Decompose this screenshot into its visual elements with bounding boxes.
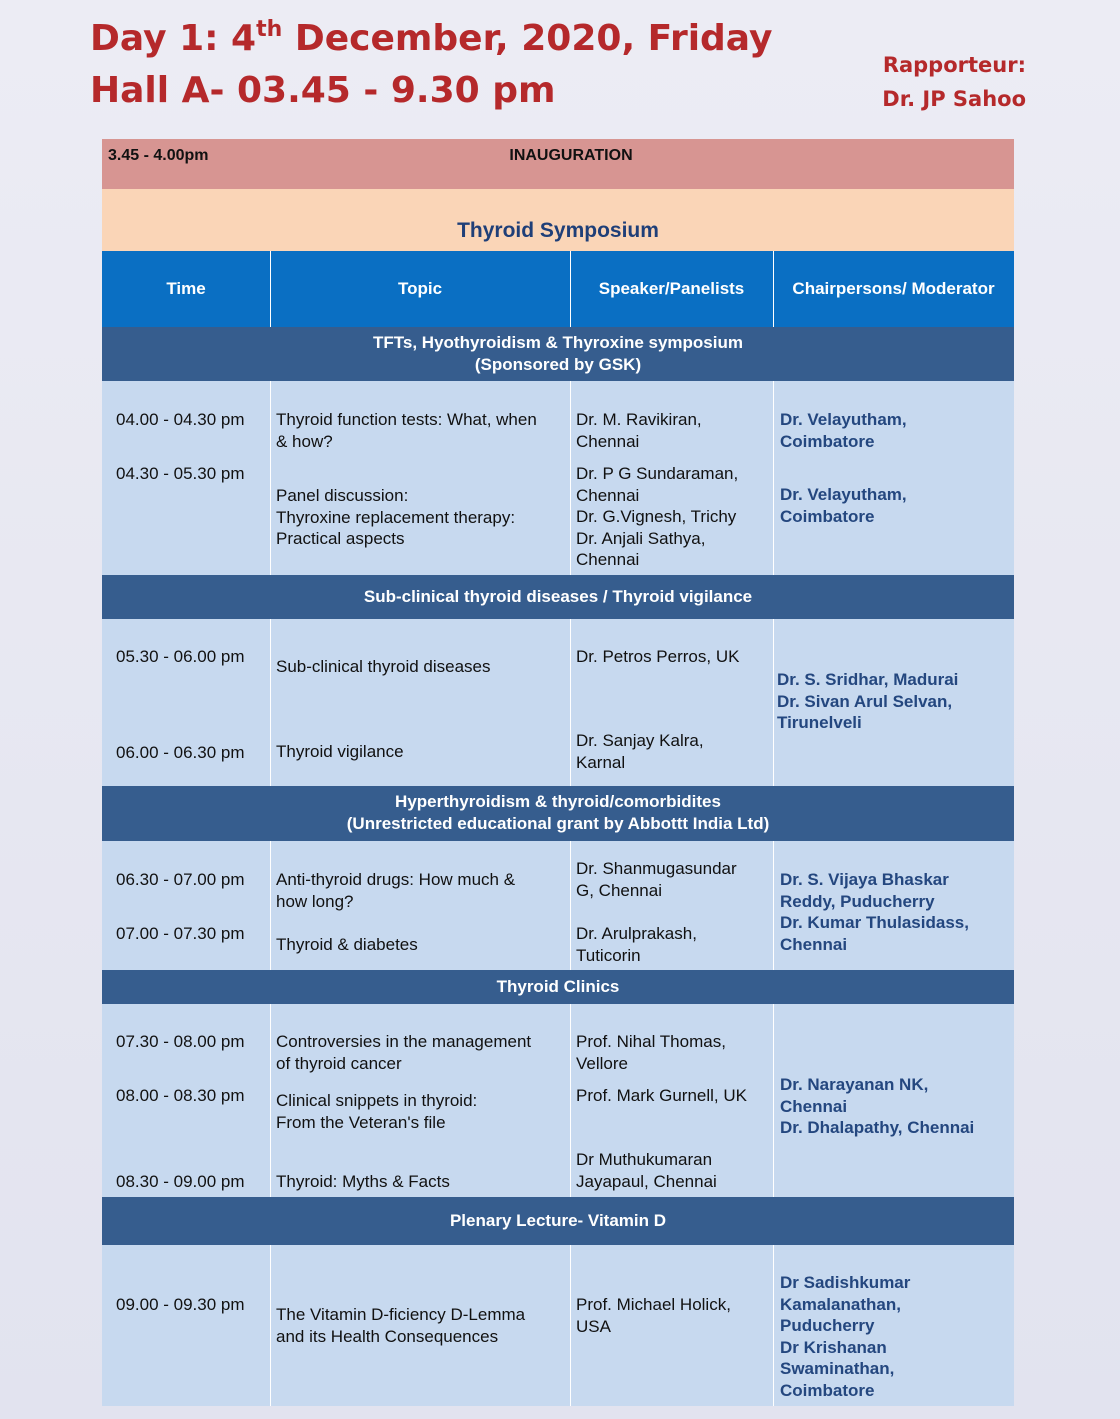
column-divider <box>773 1245 774 1406</box>
session-topic <box>276 869 515 912</box>
text-line: Dr. Sivan Arul Selvan, <box>777 691 953 711</box>
text-line: Dr. Anjali Sathya, <box>576 528 706 548</box>
text-line: Dr. P G Sundaraman, <box>576 464 739 483</box>
column-header-chair: Chairpersons/ Moderator <box>792 279 995 298</box>
session-topic <box>276 1031 531 1074</box>
column-header-topic: Topic <box>397 279 443 298</box>
text-line: how long? <box>276 891 354 911</box>
text-line: Tirunelveli <box>777 713 862 732</box>
section-title <box>102 786 1014 835</box>
session-topic <box>276 1090 477 1133</box>
text-line: Chennai <box>780 1096 848 1116</box>
session-speaker <box>576 1085 747 1107</box>
column-divider <box>570 619 571 786</box>
text-line: Clinical snippets in thyroid: <box>276 1091 478 1110</box>
text-line: Dr. Petros Perros, UK <box>576 647 740 666</box>
text-line: Tuticorin <box>576 945 641 965</box>
session-time: 06.30 - 07.00 pm <box>116 870 245 889</box>
symposium-banner <box>102 189 1014 251</box>
session-topic <box>276 1304 525 1347</box>
text-line: G, Chennai <box>576 880 662 900</box>
text-line: USA <box>576 1316 611 1336</box>
column-divider <box>570 1004 571 1197</box>
inauguration-row <box>102 139 1014 189</box>
column-divider <box>270 381 271 575</box>
section-title <box>102 1197 1014 1232</box>
column-divider <box>270 619 271 786</box>
column-divider <box>773 1004 774 1197</box>
text-line: Chennai <box>576 485 640 505</box>
session-speaker <box>576 1031 726 1074</box>
text-line: of thyroid cancer <box>276 1053 402 1073</box>
text-line: Anti-thyroid drugs: How much & <box>276 870 516 889</box>
text-line: Dr. Dhalapathy, Chennai <box>780 1118 975 1137</box>
text-line: Dr. S. Sridhar, Madurai <box>777 670 959 689</box>
inauguration-title: INAUGURATION <box>509 147 633 164</box>
text-line: Swaminathan, <box>780 1359 895 1378</box>
session-time: 08.00 - 08.30 pm <box>116 1086 245 1105</box>
section-title <box>102 327 1014 376</box>
text-line: Kamalanathan, <box>780 1294 901 1314</box>
text-line: & how? <box>276 431 333 451</box>
text-line: Thyroid function tests: What, when <box>276 410 537 429</box>
column-header-time: Time <box>166 279 206 298</box>
column-header-row <box>102 251 1014 327</box>
session-topic <box>276 485 515 550</box>
text-line: Coimbatore <box>780 506 875 526</box>
rapporteur-name: Dr. JP Sahoo <box>882 87 1026 111</box>
column-divider <box>570 841 571 970</box>
section-header <box>102 786 1014 841</box>
text-line: Dr Muthukumaran <box>576 1150 713 1169</box>
text-line: Puducherry <box>780 1316 875 1335</box>
text-line: Dr. Velayutham, <box>780 485 907 504</box>
session-time: 04.30 - 05.30 pm <box>116 464 245 483</box>
hall-title: Hall A- 03.45 - 9.30 pm <box>90 70 556 111</box>
text-line: Dr. M. Ravikiran, <box>576 410 702 429</box>
text-line: Dr. Arulprakash, <box>576 924 697 943</box>
text-line: Dr Sadishkumar <box>780 1273 911 1292</box>
column-divider <box>570 1245 571 1406</box>
column-divider <box>270 251 271 327</box>
text-line: Prof. Nihal Thomas, <box>576 1032 726 1051</box>
chairperson-list <box>780 1074 974 1139</box>
column-divider <box>270 1245 271 1406</box>
text-line: Dr. G.Vignesh, Trichy <box>576 507 737 526</box>
text-line: (Unrestricted educational grant by Abbottt India Ltd) <box>346 814 770 833</box>
session-speaker <box>576 923 697 966</box>
day-title: Day 1: 4th December, 2020, Friday <box>90 17 773 59</box>
symposium-title: Thyroid Symposium <box>457 219 659 242</box>
session-time: 07.30 - 08.00 pm <box>116 1032 245 1051</box>
text-line: Plenary Lecture- Vitamin D <box>449 1211 667 1230</box>
text-line: Dr Krishanan <box>780 1337 887 1357</box>
text-line: Prof. Michael Holick, <box>576 1295 731 1314</box>
session-time: 09.00 - 09.30 pm <box>116 1295 245 1314</box>
text-line: Coimbatore <box>780 431 875 451</box>
text-line: Thyroid vigilance <box>276 742 404 761</box>
text-line: Thyroid: Myths & Facts <box>276 1172 450 1191</box>
text-line: Thyroid & diabetes <box>276 935 418 954</box>
section-header <box>102 1197 1014 1245</box>
session-speaker <box>576 1149 717 1192</box>
text-line: Thyroid Clinics <box>496 977 620 996</box>
column-divider <box>270 1004 271 1197</box>
chairperson-list <box>780 869 969 955</box>
column-divider <box>270 841 271 970</box>
text-line: Chennai <box>576 431 640 451</box>
column-divider <box>773 619 774 786</box>
session-speaker <box>576 730 704 773</box>
chairperson-list <box>780 484 907 527</box>
text-line: Thyroxine replacement therapy: <box>276 507 516 527</box>
chairperson-list <box>780 1272 910 1401</box>
text-line: TFTs, Hyothyroidism & Thyroxine symposium <box>373 333 743 352</box>
text-line: Controversies in the management <box>276 1032 532 1051</box>
text-line: Sub-clinical thyroid diseases / Thyroid vigilance <box>363 587 753 606</box>
chairperson-list <box>777 669 958 734</box>
inauguration-time: 3.45 - 4.00pm <box>108 147 209 164</box>
text-line: Prof. Mark Gurnell, UK <box>576 1086 747 1105</box>
rapporteur-label: Rapporteur: <box>882 53 1026 77</box>
text-line: Chennai <box>576 550 640 569</box>
section-header <box>102 970 1014 1004</box>
session-topic <box>276 934 418 956</box>
session-topic <box>276 1171 450 1193</box>
text-line: From the Veteran's file <box>276 1112 446 1132</box>
text-line: Karnal <box>576 752 626 772</box>
text-line: Vellore <box>576 1053 628 1073</box>
session-speaker <box>576 463 738 571</box>
text-line: Sub-clinical thyroid diseases <box>276 657 491 676</box>
session-speaker <box>576 646 739 668</box>
column-divider <box>773 381 774 575</box>
session-speaker <box>576 858 737 901</box>
column-divider <box>570 381 571 575</box>
text-line: Practical aspects <box>276 529 405 548</box>
session-speaker <box>576 409 702 452</box>
section-header <box>102 575 1014 619</box>
session-topic <box>276 409 537 452</box>
section-header <box>102 327 1014 381</box>
session-time: 07.00 - 07.30 pm <box>116 924 245 943</box>
text-line: Dr. S. Vijaya Bhaskar <box>780 870 949 889</box>
text-line: Coimbatore <box>780 1380 875 1400</box>
session-time: 06.00 - 06.30 pm <box>116 743 245 762</box>
column-divider <box>773 841 774 970</box>
session-time: 08.30 - 09.00 pm <box>116 1172 245 1191</box>
text-line: Chennai <box>780 934 848 954</box>
schedule-table <box>102 139 1014 1406</box>
text-line: Dr. Velayutham, <box>780 410 907 429</box>
section-title <box>102 970 1014 998</box>
session-time: 04.00 - 04.30 pm <box>116 410 245 429</box>
text-line: Dr. Kumar Thulasidass, <box>780 913 969 932</box>
column-divider <box>773 251 774 327</box>
text-line: Dr. Sanjay Kalra, <box>576 731 704 750</box>
text-line: Dr. Shanmugasundar <box>576 859 737 878</box>
text-line: Panel discussion: <box>276 486 409 505</box>
text-line: Hyperthyroidism & thyroid/comorbidites <box>395 792 721 811</box>
text-line: (Sponsored by GSK) <box>474 355 642 374</box>
text-line: and its Health Consequences <box>276 1326 499 1346</box>
text-line: The Vitamin D-ficiency D-Lemma <box>276 1305 526 1324</box>
session-speaker <box>576 1294 731 1337</box>
column-header-speaker: Speaker/Panelists <box>598 279 745 298</box>
text-line: Jayapaul, Chennai <box>576 1171 717 1191</box>
session-time: 05.30 - 06.00 pm <box>116 647 245 666</box>
column-divider <box>570 251 571 327</box>
text-line: Dr. Narayanan NK, <box>780 1075 929 1094</box>
section-title <box>102 575 1014 608</box>
session-topic <box>276 741 404 763</box>
text-line: Reddy, Puducherry <box>780 891 935 911</box>
session-topic <box>276 656 491 678</box>
chairperson-list <box>780 409 907 452</box>
